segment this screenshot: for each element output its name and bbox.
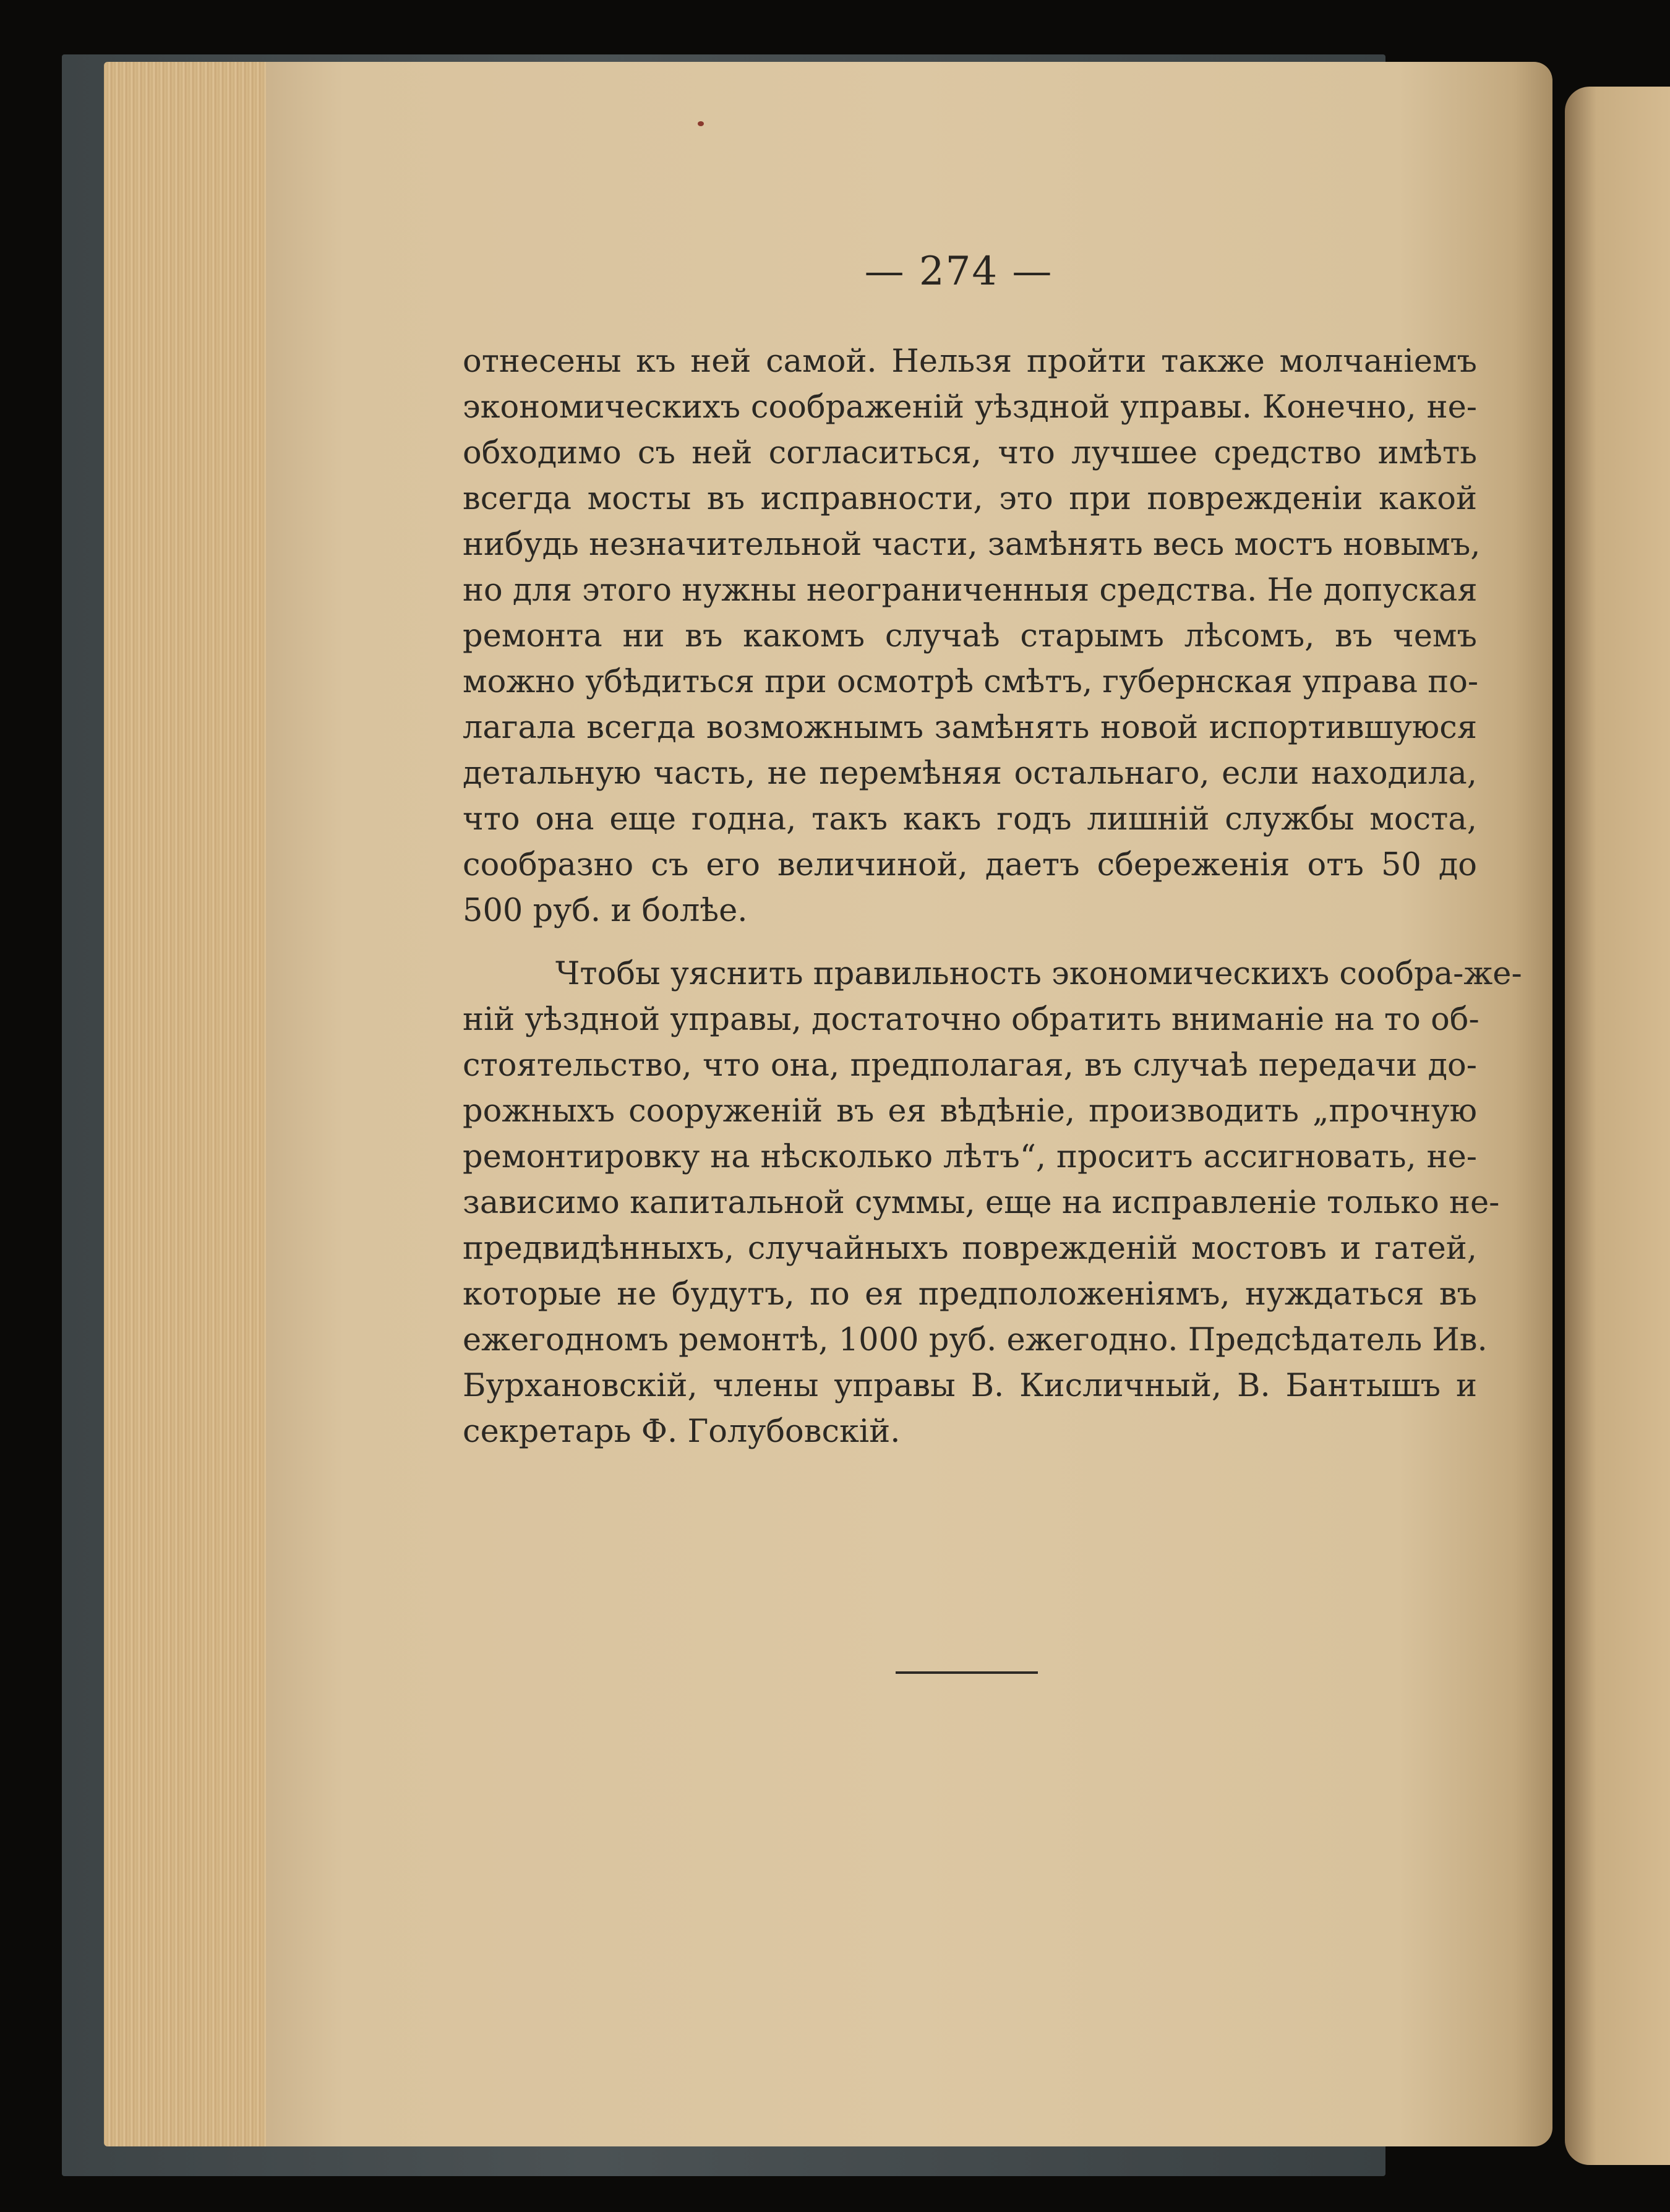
text-line: что она еще годна, такъ какъ годъ лишній службы моста, <box>463 801 1477 838</box>
text-line: ній уѣздной управы, достаточно обратить вниманіе на то об- <box>463 1001 1479 1038</box>
text-line: экономическихъ соображеній уѣздной управы. Конечно, не- <box>463 389 1477 426</box>
text-line: детальную часть, не перемѣняя остальнаго, если находила, <box>463 755 1477 792</box>
page-edges <box>104 62 277 2146</box>
page-body <box>463 339 1522 1455</box>
text-line: рожныхъ сооруженій въ ея вѣдѣніе, производить „прочную <box>463 1093 1477 1130</box>
text-line: стоятельство, что она, предполагая, въ случаѣ передачи до- <box>463 1047 1477 1084</box>
text-line: предвидѣнныхъ, случайныхъ поврежденій мостовъ и гатей, <box>463 1230 1477 1267</box>
text-line: ремонта ни въ какомъ случаѣ старымъ лѣсомъ, въ чемъ <box>463 618 1477 654</box>
text-line: можно убѣдиться при осмотрѣ смѣтъ, губернская управа по- <box>463 664 1479 700</box>
facing-page-edge <box>1565 87 1670 2165</box>
text-line: секретарь Ф. Голубовскій. <box>463 1413 901 1450</box>
section-rule <box>896 1671 1038 1674</box>
text-line: ежегодномъ ремонтѣ, 1000 руб. ежегодно. Предсѣдатель Ив. <box>463 1322 1488 1358</box>
text-line: обходимо съ ней согласиться, что лучшее средство имѣть <box>463 435 1477 471</box>
ink-spot <box>698 121 704 126</box>
text-line: отнесены къ ней самой. Нельзя пройти также молчаніемъ <box>463 343 1477 380</box>
text-line: зависимо капитальной суммы, еще на исправленіе только не- <box>463 1185 1500 1221</box>
text-line: Бурхановскій, члены управы В. Кисличный, В. Бантышъ и <box>463 1368 1477 1404</box>
text-line: 500 руб. и болѣе. <box>463 893 748 929</box>
text-line: лагала всегда возможнымъ замѣнять новой испортившуюся <box>463 709 1477 746</box>
text-line: нибудь незначительной части, замѣнять весь мостъ новымъ, <box>463 526 1481 563</box>
text-line: но для этого нужны неограниченныя средства. Не допуская <box>463 572 1478 609</box>
text-line: сообразно съ его величиной, даетъ сбереженія отъ 50 до <box>463 847 1477 883</box>
text-line: которые не будутъ, по ея предположеніямъ, нуждаться въ <box>463 1276 1477 1313</box>
text-line: всегда мосты въ исправности, это при поврежденіи какой <box>463 481 1477 517</box>
text-line: Чтобы уяснить правильность экономическихъ сообра-же- <box>555 956 1522 992</box>
page-number: — 274 — <box>864 249 1053 294</box>
paragraph-gap <box>463 934 1477 951</box>
text-line: ремонтировку на нѣсколько лѣтъ“, проситъ ассигновать, не- <box>463 1139 1477 1175</box>
